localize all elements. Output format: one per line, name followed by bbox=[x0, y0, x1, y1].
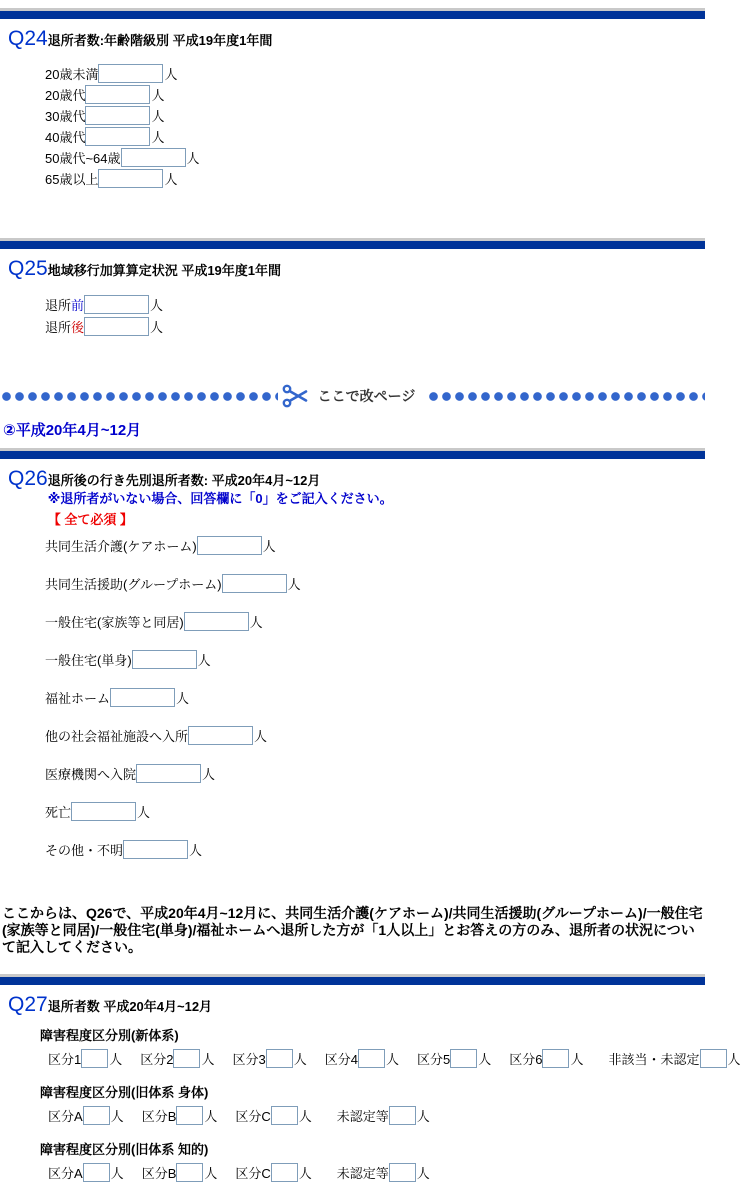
q26-input-welfare-home[interactable] bbox=[110, 688, 175, 707]
q26-note: ※退所者がいない場合、回答欄に「0」をご記入ください。 bbox=[47, 491, 393, 506]
q24-title: 退所者数:年齢階級別 平成19年度1年間 bbox=[47, 33, 273, 48]
q26-row-hospital bbox=[45, 763, 705, 783]
unit-label: 人 bbox=[478, 1051, 492, 1067]
q27-item-intel-kubunC bbox=[235, 1163, 311, 1182]
field-label-prefix: 退所 bbox=[45, 297, 72, 313]
section2-title: ②平成20年4月~12月 bbox=[3, 422, 142, 439]
q26-input-other-unknown[interactable] bbox=[123, 840, 188, 859]
q25-header bbox=[8, 257, 705, 281]
q26-fields bbox=[0, 535, 705, 859]
q26-input-care-home[interactable] bbox=[197, 536, 262, 555]
q27-input-phys-kubunB[interactable] bbox=[176, 1106, 203, 1125]
q27-item-phys-uncertified bbox=[337, 1106, 430, 1125]
q27-item-kubun4 bbox=[325, 1049, 399, 1068]
q26-header bbox=[8, 467, 705, 529]
q27-input-intel-kubunB[interactable] bbox=[176, 1163, 203, 1182]
q27-item-kubun1 bbox=[48, 1049, 122, 1068]
q26-row-welfare-home bbox=[45, 687, 705, 707]
q24-row-50-64 bbox=[45, 147, 705, 168]
q26-row-home-with-family bbox=[45, 611, 705, 631]
q27-group-old-physical-heading: 障害程度区分別(旧体系 身体) bbox=[40, 1085, 209, 1100]
q27-item-not-applicable bbox=[609, 1049, 741, 1068]
unit-label: 人 bbox=[151, 109, 165, 124]
q27-group-old-intellectual-heading: 障害程度区分別(旧体系 知的) bbox=[40, 1142, 209, 1157]
q26-input-home-alone[interactable] bbox=[132, 650, 197, 669]
field-label: 区分1 bbox=[48, 1051, 82, 1067]
q27-input-kubun3[interactable] bbox=[266, 1049, 293, 1068]
field-label-prefix: 退所 bbox=[45, 319, 72, 335]
field-label: 区分A bbox=[48, 1108, 83, 1124]
q26-row-care-home bbox=[45, 535, 705, 555]
q27-title: 退所者数 平成20年4月~12月 bbox=[47, 999, 213, 1014]
q27-input-kubun4[interactable] bbox=[358, 1049, 385, 1068]
field-label: 区分3 bbox=[232, 1051, 266, 1067]
q27-input-kubun6[interactable] bbox=[542, 1049, 569, 1068]
q24-row-40s bbox=[45, 126, 705, 147]
q27-number: Q27 bbox=[8, 993, 48, 1016]
section-divider-bar bbox=[0, 8, 705, 19]
q26-required-label: 【 全て必須 】 bbox=[47, 512, 133, 527]
scissors-icon bbox=[282, 384, 308, 408]
unit-label: 人 bbox=[197, 652, 211, 668]
q26-row-home-alone bbox=[45, 649, 705, 669]
field-label: 20歳代 bbox=[45, 88, 86, 103]
unit-label: 人 bbox=[110, 1165, 124, 1181]
unit-label: 人 bbox=[151, 88, 165, 103]
unit-label: 人 bbox=[204, 1108, 218, 1124]
q26-row-other-unknown bbox=[45, 839, 705, 859]
section-divider-bar bbox=[0, 238, 705, 249]
unit-label: 人 bbox=[201, 1051, 215, 1067]
field-label: 未認定等 bbox=[336, 1165, 389, 1181]
q26-number: Q26 bbox=[8, 467, 48, 490]
unit-label: 人 bbox=[416, 1165, 430, 1181]
unit-label: 人 bbox=[416, 1108, 430, 1124]
field-label: 共同生活援助(グループホーム) bbox=[45, 576, 222, 592]
q27-input-phys-kubunC[interactable] bbox=[271, 1106, 298, 1125]
unit-label: 人 bbox=[727, 1051, 741, 1067]
q27-input-intel-kubunA[interactable] bbox=[83, 1163, 110, 1182]
field-label: 医療機関へ入院 bbox=[45, 766, 137, 782]
unit-label: 人 bbox=[150, 319, 164, 335]
q27-input-kubun5[interactable] bbox=[450, 1049, 477, 1068]
unit-label: 人 bbox=[262, 538, 276, 554]
q27-item-phys-kubunB bbox=[142, 1106, 218, 1125]
field-label-before-char: 前 bbox=[71, 297, 85, 313]
field-label-after-char: 後 bbox=[71, 319, 85, 335]
q27-item-phys-kubunA bbox=[48, 1106, 124, 1125]
field-label: 福祉ホーム bbox=[45, 690, 111, 706]
q27-header bbox=[8, 993, 705, 1017]
q27-input-not-applicable[interactable] bbox=[700, 1049, 727, 1068]
field-label: 死亡 bbox=[45, 804, 72, 820]
unit-label: 人 bbox=[176, 690, 190, 706]
q24-input-40s[interactable] bbox=[85, 127, 150, 146]
q27-group-new-system-row bbox=[48, 1048, 741, 1068]
field-label: 区分B bbox=[141, 1108, 177, 1124]
field-label: 50歳代~64歳 bbox=[45, 151, 121, 166]
q24-row-30s bbox=[45, 105, 705, 126]
q27-item-intel-uncertified bbox=[337, 1163, 430, 1182]
q24-row-65-over bbox=[45, 168, 705, 189]
field-label: 一般住宅(家族等と同居) bbox=[45, 614, 184, 630]
q27-item-kubun5 bbox=[417, 1049, 491, 1068]
q27-item-intel-kubunA bbox=[48, 1163, 124, 1182]
q26-row-other-facility bbox=[45, 725, 705, 745]
q27-group-old-intellectual-row bbox=[48, 1162, 705, 1182]
q27-group-new-system-heading: 障害程度区分別(新体系) bbox=[40, 1028, 179, 1043]
q27-instruction-paragraph: ここからは、Q26で、平成20年4月~12月に、共同生活介護(ケアホーム)/共同生活援助(グループホーム)/一般住宅(家族等と同居)/一般住宅(単身)/福祉ホームへ退所した方が「1人以上」とお答えの方のみ、退所者の状況について記入してください。 bbox=[2, 905, 703, 955]
q25-row-before-discharge bbox=[45, 293, 705, 315]
unit-label: 人 bbox=[249, 614, 263, 630]
field-label: 区分C bbox=[235, 1108, 271, 1124]
q26-row-group-home bbox=[45, 573, 705, 593]
q26-input-hospital[interactable] bbox=[136, 764, 201, 783]
q24-input-65-over[interactable] bbox=[98, 169, 163, 188]
unit-label: 人 bbox=[298, 1165, 312, 1181]
unit-label: 人 bbox=[385, 1051, 399, 1067]
q26-input-death[interactable] bbox=[71, 802, 136, 821]
unit-label: 人 bbox=[151, 130, 165, 145]
field-label: その他・不明 bbox=[45, 842, 124, 858]
q27-input-kubun2[interactable] bbox=[173, 1049, 200, 1068]
field-label: 区分4 bbox=[324, 1051, 358, 1067]
q27-input-intel-uncertified[interactable] bbox=[389, 1163, 416, 1182]
unit-label: 人 bbox=[164, 172, 178, 187]
q24-row-under-20 bbox=[45, 63, 705, 84]
field-label: 区分B bbox=[141, 1165, 177, 1181]
field-label: 区分A bbox=[48, 1165, 83, 1181]
q24-input-under-20[interactable] bbox=[98, 64, 163, 83]
field-label: 未認定等 bbox=[336, 1108, 389, 1124]
dotted-line-left bbox=[0, 391, 278, 402]
unit-label: 人 bbox=[570, 1051, 584, 1067]
field-label: 20歳未満 bbox=[45, 67, 99, 82]
q25-number: Q25 bbox=[8, 257, 48, 280]
q26-row-death bbox=[45, 801, 705, 821]
unit-label: 人 bbox=[109, 1051, 123, 1067]
dotted-line-right bbox=[427, 391, 705, 402]
field-label: 他の社会福祉施設へ入所 bbox=[45, 728, 189, 744]
q27-group-old-physical-row bbox=[48, 1105, 705, 1125]
unit-label: 人 bbox=[287, 576, 301, 592]
q25-row-after-discharge bbox=[45, 315, 705, 337]
q25-fields bbox=[0, 293, 705, 337]
unit-label: 人 bbox=[298, 1108, 312, 1124]
q24-row-20s bbox=[45, 84, 705, 105]
section-divider-bar bbox=[0, 974, 705, 985]
q27-input-phys-kubunA[interactable] bbox=[83, 1106, 110, 1125]
field-label: 30歳代 bbox=[45, 109, 86, 124]
field-label: 非該当・未認定 bbox=[608, 1051, 700, 1067]
field-label: 65歳以上 bbox=[45, 172, 99, 187]
field-label: 区分6 bbox=[509, 1051, 543, 1067]
q26-input-home-with-family[interactable] bbox=[184, 612, 249, 631]
field-label: 共同生活介護(ケアホーム) bbox=[45, 538, 197, 554]
page-break-separator bbox=[0, 385, 705, 407]
q24-header bbox=[8, 27, 705, 51]
unit-label: 人 bbox=[137, 804, 151, 820]
q26-input-group-home[interactable] bbox=[222, 574, 287, 593]
q27-item-intel-kubunB bbox=[142, 1163, 218, 1182]
unit-label: 人 bbox=[189, 842, 203, 858]
q26-input-other-facility[interactable] bbox=[188, 726, 253, 745]
q24-input-30s[interactable] bbox=[85, 106, 150, 125]
q24-number: Q24 bbox=[8, 27, 48, 50]
q27-input-intel-kubunC[interactable] bbox=[271, 1163, 298, 1182]
q24-input-20s[interactable] bbox=[85, 85, 150, 104]
unit-label: 人 bbox=[202, 766, 216, 782]
unit-label: 人 bbox=[293, 1051, 307, 1067]
field-label: 一般住宅(単身) bbox=[45, 652, 132, 668]
section-divider-bar bbox=[0, 448, 705, 459]
field-label: 区分C bbox=[235, 1165, 271, 1181]
unit-label: 人 bbox=[150, 297, 164, 313]
unit-label: 人 bbox=[254, 728, 268, 744]
q25-input-after[interactable] bbox=[84, 317, 149, 336]
field-label: 区分5 bbox=[417, 1051, 451, 1067]
q26-title: 退所後の行き先別退所者数: 平成20年4月~12月 bbox=[47, 473, 321, 488]
q25-input-before[interactable] bbox=[84, 295, 149, 314]
unit-label: 人 bbox=[186, 151, 200, 166]
field-label: 区分2 bbox=[140, 1051, 174, 1067]
q27-item-phys-kubunC bbox=[235, 1106, 311, 1125]
q27-item-kubun6 bbox=[509, 1049, 583, 1068]
page-break-label: ここで改ページ bbox=[317, 388, 416, 404]
q24-fields bbox=[0, 63, 705, 189]
q25-title: 地域移行加算算定状況 平成19年度1年間 bbox=[47, 263, 282, 278]
q24-input-50-64[interactable] bbox=[121, 148, 186, 167]
field-label: 40歳代 bbox=[45, 130, 86, 145]
unit-label: 人 bbox=[204, 1165, 218, 1181]
q27-input-phys-uncertified[interactable] bbox=[389, 1106, 416, 1125]
unit-label: 人 bbox=[164, 67, 178, 82]
q27-input-kubun1[interactable] bbox=[81, 1049, 108, 1068]
q27-item-kubun2 bbox=[140, 1049, 214, 1068]
unit-label: 人 bbox=[110, 1108, 124, 1124]
q27-item-kubun3 bbox=[233, 1049, 307, 1068]
